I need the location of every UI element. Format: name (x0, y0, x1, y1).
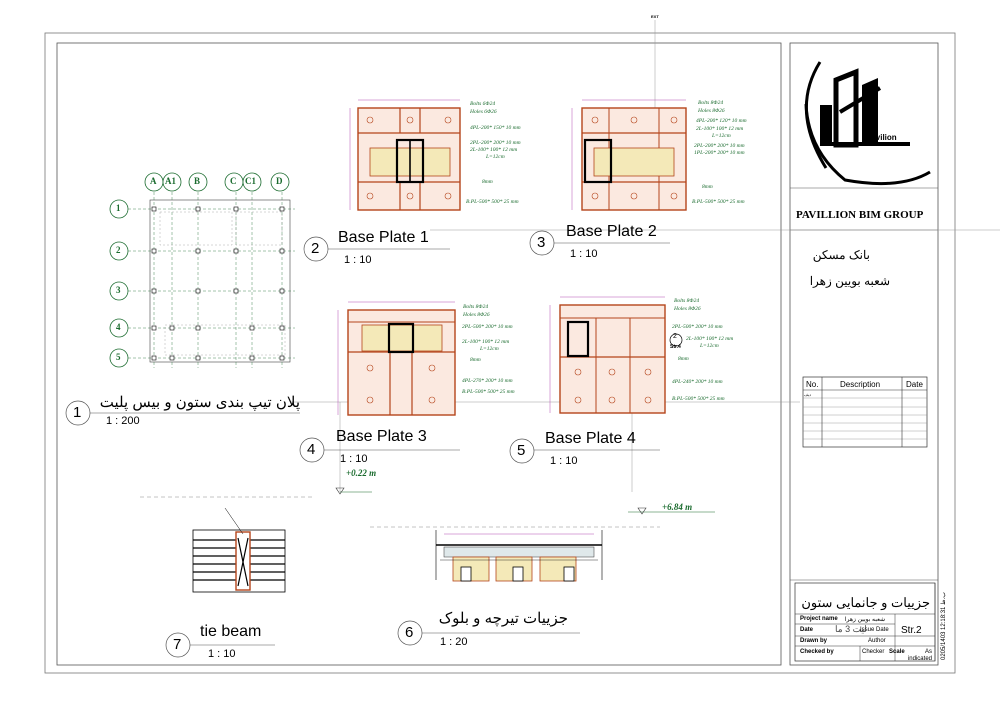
base-plate-2-drawing (572, 100, 686, 210)
bp4-baseplate: B.PL-500* 500* 25 mm (672, 396, 725, 402)
grid-row-4: 4 (116, 322, 121, 332)
drawn-by-label: Drawn by (800, 638, 828, 644)
revision-row-1-no: دیف (804, 392, 812, 397)
drawn-by-value: Author (868, 638, 886, 644)
bp3-length: L=12cm (480, 346, 499, 352)
base-plate-1-drawing (350, 100, 460, 210)
bp4-length: L=12cm (700, 343, 719, 349)
view-3-scale: 1 : 10 (570, 248, 598, 260)
bp3-bolts: Bolts 8Φ24 (463, 304, 489, 310)
overlap-text: ليت 3 ما (835, 624, 867, 634)
view-6-number: 6 (405, 624, 414, 641)
bp1-plate-b: 2PL-200* 200* 10 mm (470, 140, 521, 146)
client-name: بانک مسکن (812, 248, 870, 262)
bp3-angle: 2L-100* 100* 12 mm (462, 339, 510, 345)
base-plate-4-drawing (550, 297, 682, 413)
bp3-baseplate: B.PL-500* 500* 25 mm (462, 389, 515, 395)
bp1-plate-a: 4PL-200* 150* 10 mm (470, 125, 521, 131)
bp1-holes: Holes 6Φ26 (470, 109, 497, 115)
view-1-title: پلان تیپ بندی ستون و بیس پلیت (99, 394, 300, 411)
joist-block-drawing (370, 527, 660, 581)
view-4-title: Base Plate 3 (336, 428, 427, 445)
grid-row-1: 1 (116, 203, 121, 213)
view-4-scale: 1 : 10 (340, 453, 368, 465)
bp4-angle: 2L-100* 100* 12 mm (686, 336, 734, 342)
logo-mark (806, 62, 930, 184)
sheet-title: جزییات و جانمایی ستون (801, 595, 930, 610)
bp1-length: L=12cm (486, 154, 505, 160)
bp4-plate-b: 4PL-240* 200* 10 mm (672, 379, 723, 385)
view-2-scale: 1 : 10 (344, 254, 372, 266)
view-2-title: Base Plate 1 (338, 229, 429, 246)
revision-header-date: Date (906, 380, 923, 389)
bp3-holes: Holes 8Φ26 (463, 312, 490, 318)
bp4-bolts: Bolts 8Φ24 (674, 298, 700, 304)
scale-label: Scale (889, 649, 905, 655)
scale-value: As indicated (907, 649, 932, 662)
print-timestamp: 0205/1403 12:18:31 ب.ظ (941, 592, 947, 660)
view-2-number: 2 (311, 240, 320, 257)
bp4-weld: 8mm (678, 356, 689, 362)
view-5-number: 5 (517, 442, 526, 459)
grid-col-a1: A1 (165, 176, 176, 186)
revision-header-no: No. (806, 380, 819, 389)
view-7-number: 7 (173, 636, 182, 653)
bp1-angle: 2L-100* 100* 12 mm (470, 147, 518, 153)
elevation-markers (336, 488, 715, 514)
bp3-plate-a: 2PL-500* 200* 10 mm (462, 324, 513, 330)
revision-header-description: Description (840, 380, 881, 389)
bp2-plate-a: 4PL-200* 120* 10 mm (696, 118, 747, 124)
view-5-scale: 1 : 10 (550, 455, 578, 467)
bp2-length: L=12cm (712, 133, 731, 139)
date-value: Issue Date (860, 627, 889, 633)
bp2-baseplate: B.PL-500* 500* 25 mm (692, 199, 745, 205)
bp2-angle: 2L-100* 100* 12 mm (696, 126, 744, 132)
grid-row-3: 3 (116, 285, 121, 295)
bp4-plate-a: 2PL-500* 200* 10 mm (672, 324, 723, 330)
date-label: Date (800, 627, 814, 633)
grid-col-c1: C1 (245, 176, 256, 186)
bp1-bolts: Bolts 6Φ24 (470, 101, 496, 107)
checked-by-value: Checker (862, 649, 885, 655)
bp1-baseplate: B.PL-500* 500* 25 mm (466, 199, 519, 205)
checked-by-label: Checked by (800, 649, 834, 655)
view-6-scale: 1 : 20 (440, 636, 468, 648)
section-marker-number: 2 (673, 333, 677, 340)
logo-text: Pavilion (866, 133, 897, 142)
view-5-title: Base Plate 4 (545, 430, 636, 447)
project-name-label: Project name (800, 616, 838, 622)
bp2-plate-b: 2PL-200* 200* 10 mm (694, 143, 745, 149)
view-1-scale: 1 : 200 (106, 415, 140, 427)
bp4-holes: Holes 8Φ26 (674, 306, 701, 312)
view-7-title: tie beam (200, 623, 262, 640)
elevation-high: +6.84 m (662, 502, 693, 512)
grid-col-a: A (150, 176, 157, 186)
tie-beam-drawing (140, 497, 315, 592)
branch-name: شعبه بویین زهرا (809, 274, 890, 288)
bp3-plate-b: 4PL-270* 200* 10 mm (462, 378, 513, 384)
view-3-number: 3 (537, 234, 546, 251)
view-6-title: جزییات تیرچه و بلوک (438, 610, 568, 627)
bp2-bolts: Bolts 8Φ24 (698, 100, 724, 106)
bp2-holes: Holes 8Φ26 (698, 108, 725, 114)
group-name: PAVILLION BIM GROUP (796, 209, 924, 221)
grid-col-c: C (230, 176, 237, 186)
project-name-value: شعبه بویین زهرا (844, 617, 885, 623)
grid-row-5: 5 (116, 352, 121, 362)
bp3-weld: 8mm (470, 357, 481, 363)
view-3-title: Base Plate 2 (566, 223, 657, 240)
section-marker-sheet: Str.4 (670, 344, 681, 350)
top-marker: EXT (651, 14, 659, 19)
elevation-low: +0.22 m (346, 468, 377, 478)
base-plate-3-drawing (338, 302, 455, 415)
bp1-weld: 8mm (482, 179, 493, 185)
grid-row-2: 2 (116, 245, 121, 255)
sheet-number: Str.2 (901, 625, 922, 636)
column-plan (110, 173, 295, 368)
view-7-scale: 1 : 10 (208, 648, 236, 660)
view-4-number: 4 (307, 441, 316, 458)
grid-col-b: B (194, 176, 201, 186)
view-1-number: 1 (73, 404, 82, 421)
bp2-plate-c: 1PL-200* 200* 10 mm (694, 150, 745, 156)
grid-col-d: D (276, 176, 283, 186)
bp2-weld: 8mm (702, 184, 713, 190)
